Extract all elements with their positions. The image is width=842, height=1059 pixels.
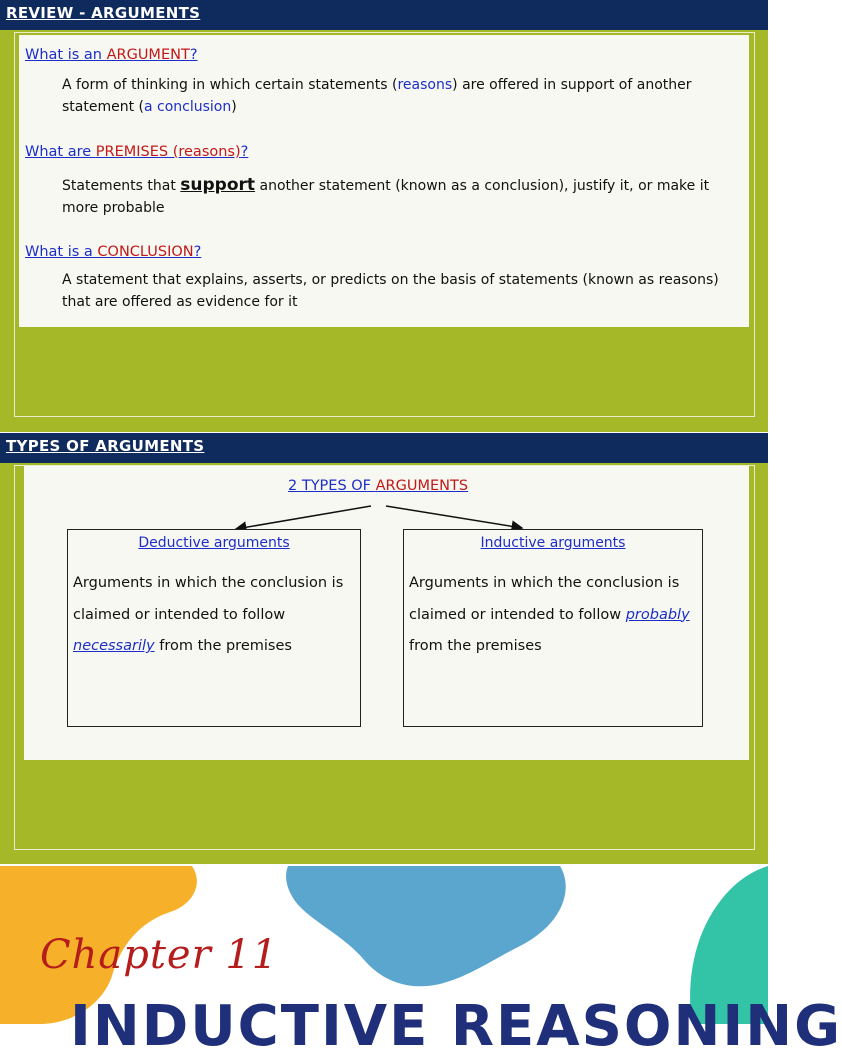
deductive-title: Deductive arguments <box>138 535 290 551</box>
question-text: What is an <box>25 47 107 63</box>
arrow-to-inductive <box>386 506 522 528</box>
content-panel <box>19 35 749 327</box>
deductive-text-part: Arguments in which the conclusion is claimed or intended to follow <box>73 575 344 623</box>
deductive-emphasis: necessarily <box>73 638 155 654</box>
question-text: What is a <box>25 244 98 260</box>
answer-text: A form of thinking in which certain statements ( <box>62 77 398 93</box>
deductive-box <box>67 529 361 727</box>
question-mark: ? <box>240 144 249 160</box>
slide-types-of-arguments <box>0 433 768 864</box>
question-keyword: ARGUMENT <box>106 47 190 63</box>
question-mark: ? <box>189 47 198 63</box>
inductive-text-part: Arguments in which the conclusion is claimed or intended to follow <box>409 575 680 623</box>
inductive-box <box>403 529 703 727</box>
slide-review-arguments <box>0 0 768 432</box>
question-text: What are <box>25 144 96 160</box>
question-keyword: PREMISES (reasons) <box>95 144 241 160</box>
inductive-text <box>409 568 698 663</box>
deductive-text-part: from the premises <box>154 638 292 654</box>
answer-text: Statements that <box>62 178 181 194</box>
arrow-to-deductive <box>236 506 371 529</box>
question-conclusion <box>25 244 201 260</box>
keyword-conclusion: a conclusion <box>144 99 232 115</box>
chapter-title: INDUCTIVE REASONING <box>70 994 842 1059</box>
inductive-text-part: from the premises <box>409 638 542 654</box>
question-argument <box>25 47 198 63</box>
slide-chapter-cover <box>0 866 842 1059</box>
slide-header: REVIEW - ARGUMENTS <box>0 0 768 30</box>
types-title-keyword: ARGUMENTS <box>375 478 469 494</box>
inductive-title: Inductive arguments <box>480 535 626 551</box>
keyword-reasons: reasons <box>397 77 453 93</box>
answer-text: ) are offered in support of another statement ( <box>62 77 692 115</box>
deductive-text <box>73 568 356 663</box>
answer-premises <box>62 174 742 219</box>
types-title <box>288 478 468 494</box>
blue-blob <box>286 866 566 986</box>
answer-text: another statement (known as a conclusion), justify it, or make it more probable <box>62 178 710 216</box>
answer-argument <box>62 74 742 118</box>
inductive-emphasis: probably <box>625 606 690 623</box>
question-keyword: CONCLUSION <box>97 244 194 260</box>
answer-text: ) <box>231 99 237 115</box>
chapter-label: Chapter 11 <box>40 932 279 978</box>
question-premises <box>25 144 248 160</box>
types-title-text: 2 TYPES OF <box>288 478 376 494</box>
slide-header: TYPES OF ARGUMENTS <box>0 433 768 463</box>
question-mark: ? <box>193 244 202 260</box>
keyword-support: support <box>180 175 256 195</box>
answer-conclusion: A statement that explains, asserts, or predicts on the basis of statements (known as reasons) that are offered as evidence for it <box>62 272 719 310</box>
content-panel <box>24 466 749 760</box>
